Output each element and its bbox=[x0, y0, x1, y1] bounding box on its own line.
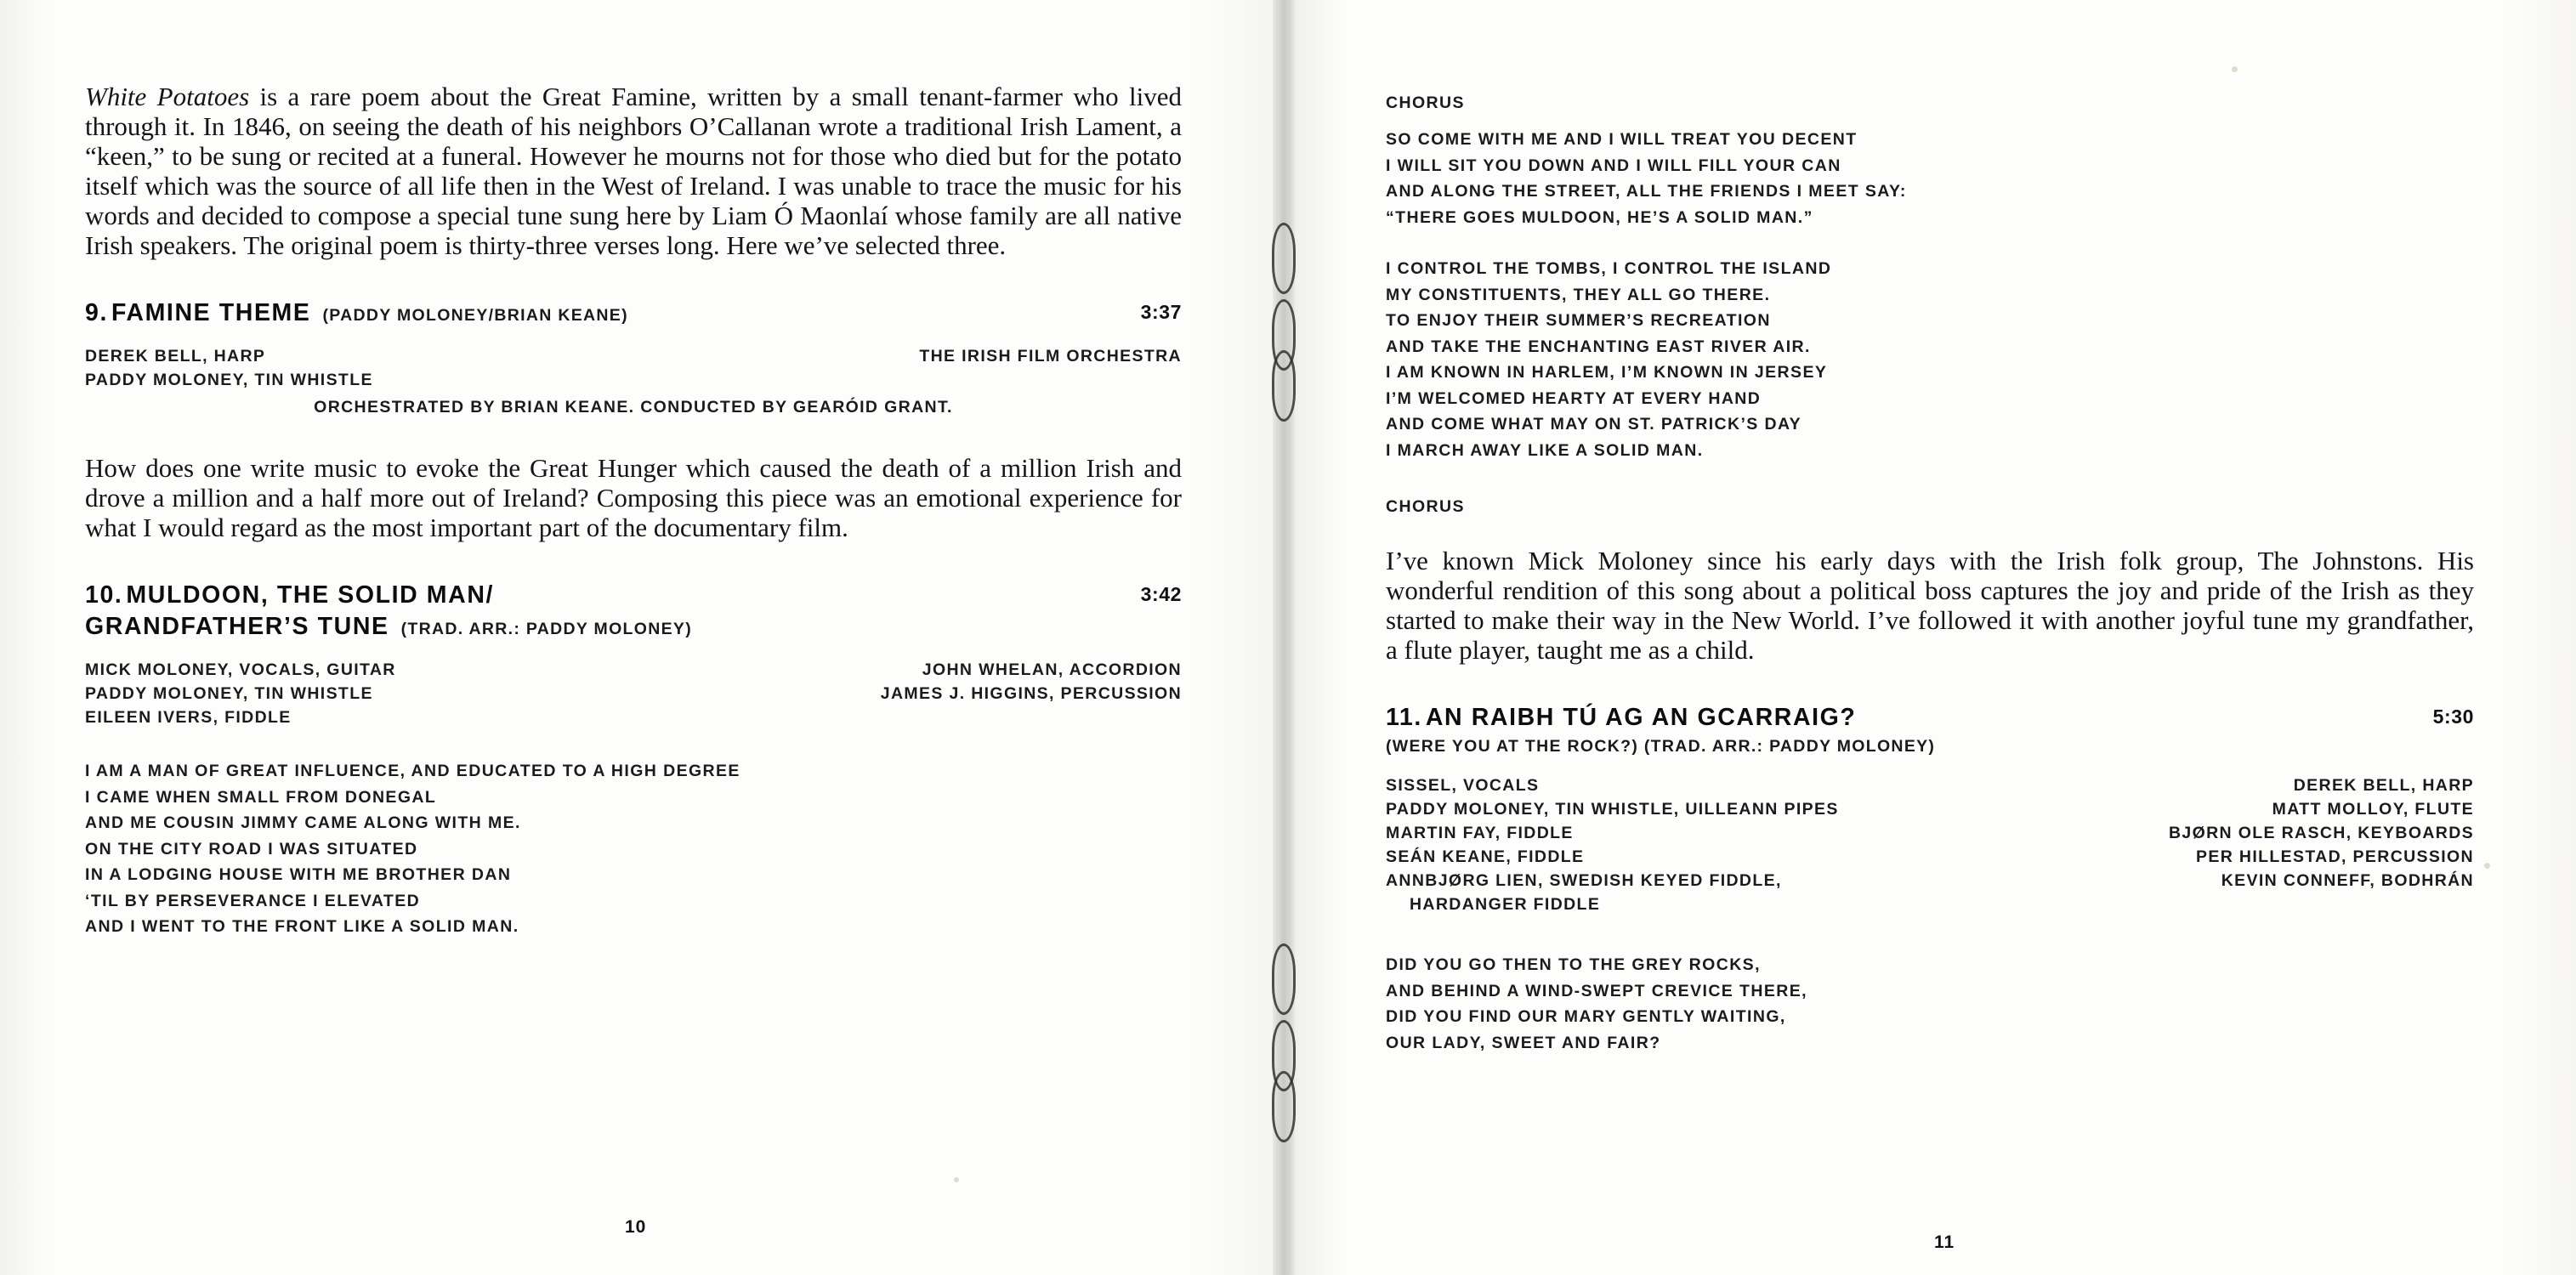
chorus-label-2: CHORUS bbox=[1386, 497, 1465, 516]
track-10-duration: 3:42 bbox=[1140, 583, 1182, 605]
lyric-line: “THERE GOES MULDOON, HE’S A SOLID MAN.” bbox=[1386, 207, 1813, 227]
lyric-line: AND I WENT TO THE FRONT LIKE A SOLID MAN. bbox=[85, 917, 519, 936]
lyric-line: ON THE CITY ROAD I WAS SITUATED bbox=[85, 839, 418, 858]
lyric-line: DID YOU GO THEN TO THE GREY ROCKS, bbox=[1386, 955, 1761, 974]
personnel-right: THE IRISH FILM ORCHESTRA bbox=[919, 347, 1182, 366]
paper-speck bbox=[2484, 863, 2490, 869]
track-9-orchestration: ORCHESTRATED BY BRIAN KEANE. CONDUCTED BY GEARÓID GRANT. bbox=[314, 398, 953, 416]
lyric-line: ‘TIL BY PERSEVERANCE I ELEVATED bbox=[85, 891, 421, 910]
lyric-line: MY CONSTITUENTS, THEY ALL GO THERE. bbox=[1386, 285, 1771, 304]
binding-ring-icon bbox=[1272, 1071, 1296, 1142]
lyric-line: I’M WELCOMED HEARTY AT EVERY HAND bbox=[1386, 388, 1762, 408]
personnel-left: SISSEL, VOCALS bbox=[1386, 776, 1540, 795]
personnel-left: EILEEN IVERS, FIDDLE bbox=[85, 708, 292, 727]
lyric-line: I MARCH AWAY LIKE A SOLID MAN. bbox=[1386, 440, 1704, 460]
personnel-left: ANNBJØRG LIEN, SWEDISH KEYED FIDDLE, bbox=[1386, 871, 1782, 890]
personnel-right: JOHN WHELAN, ACCORDION bbox=[922, 660, 1182, 679]
personnel-left: DEREK BELL, HARP bbox=[85, 347, 266, 366]
personnel-row bbox=[85, 682, 1182, 706]
track-10-title-line1: MULDOON, THE SOLID MAN/ bbox=[126, 581, 495, 609]
personnel-row bbox=[1386, 845, 2474, 869]
personnel-right: BJØRN OLE RASCH, KEYBOARDS bbox=[2168, 824, 2474, 842]
lyric-line: I CONTROL THE TOMBS, I CONTROL THE ISLAND bbox=[1386, 259, 1832, 278]
lyric-line: TO ENJOY THEIR SUMMER’S RECREATION bbox=[1386, 311, 1771, 330]
personnel-right: DEREK BELL, HARP bbox=[2293, 776, 2474, 795]
personnel-row bbox=[1386, 774, 2474, 797]
mick-moloney-note-paragraph: I’ve known Mick Moloney since his early days with the Irish folk group, The Johnstons. His wonderful rendition of this song about a political boss captures the joy and pride of the Irish as they started to make their way in the New World. I’ve followed it with another joyful tune my grandfather, a flute player, taught me as a child. bbox=[1386, 546, 2474, 665]
personnel-left: SEÁN KEANE, FIDDLE bbox=[1386, 847, 1585, 866]
intro-paragraph bbox=[85, 82, 1182, 260]
intro-italic-lead: White Potatoes bbox=[85, 82, 250, 111]
personnel-row bbox=[85, 706, 1182, 729]
chorus-lyrics bbox=[1386, 127, 2474, 463]
track-9-duration: 3:37 bbox=[1140, 301, 1182, 323]
lyric-line: I AM KNOWN IN HARLEM, I’M KNOWN IN JERSEY bbox=[1386, 363, 1828, 382]
lyric-line: IN A LODGING HOUSE WITH ME BROTHER DAN bbox=[85, 865, 512, 884]
personnel-left: PADDY MOLONEY, TIN WHISTLE bbox=[85, 371, 373, 389]
lyric-line: I CAME WHEN SMALL FROM DONEGAL bbox=[85, 787, 437, 807]
personnel-right: PER HILLESTAD, PERCUSSION bbox=[2195, 847, 2474, 866]
track-10-credit: (TRAD. ARR.: PADDY MOLONEY) bbox=[400, 620, 693, 638]
track-11-duration: 5:30 bbox=[2432, 706, 2474, 728]
lyric-line: I AM A MAN OF GREAT INFLUENCE, AND EDUCATED TO A HIGH DEGREE bbox=[85, 762, 740, 780]
track-10-number: 10. bbox=[85, 581, 123, 609]
left-page-content bbox=[85, 0, 1182, 940]
personnel-row bbox=[85, 368, 1182, 392]
personnel-row bbox=[85, 658, 1182, 682]
track-11-lyrics bbox=[1386, 952, 2474, 1056]
lyric-line: AND TAKE THE ENCHANTING EAST RIVER AIR. bbox=[1386, 337, 1811, 356]
track-10-title-line2: GRANDFATHER’S TUNE bbox=[85, 613, 389, 640]
lyric-line: I WILL SIT YOU DOWN AND I WILL FILL YOUR CAN bbox=[1386, 156, 1841, 175]
binding-ring-icon bbox=[1272, 350, 1296, 422]
track-9-number: 9. bbox=[85, 299, 108, 326]
intro-paragraph-rest: is a rare poem about the Great Famine, written by a small tenant-farmer who lived through it. In 1846, on seeing the death of his neighbors O’Callanan wrote a traditional Irish Lament, a “keen,” to be sung or recited at a funeral. However he mourns not for those who died but for the potato itself which was the source of all life then in the West of Ireland. I was unable to trace the music for his words and decided to compose a special tune sung here by Liam Ó Maonlaí whose family are all native Irish speakers. The original poem is thirty-three verses long. Here we’ve selected three. bbox=[85, 82, 1183, 260]
lyric-line: AND ALONG THE STREET, ALL THE FRIENDS I MEET SAY: bbox=[1386, 182, 1907, 201]
page-number-right: 11 bbox=[1934, 1232, 1955, 1252]
page-number-left: 10 bbox=[625, 1217, 647, 1237]
track-11-number: 11. bbox=[1386, 704, 1422, 731]
track-9 bbox=[85, 299, 1182, 327]
lyric-spacer bbox=[1386, 230, 2474, 256]
binding-ring-icon bbox=[1272, 944, 1296, 1015]
binding-ring-icon bbox=[1272, 223, 1296, 294]
track-10-personnel bbox=[85, 658, 1182, 729]
paper-speck bbox=[954, 1177, 959, 1182]
personnel-left: MARTIN FAY, FIDDLE bbox=[1386, 824, 1574, 842]
personnel-left: MICK MOLONEY, VOCALS, GUITAR bbox=[85, 660, 396, 679]
personnel-right: KEVIN CONNEFF, BODHRÁN bbox=[2221, 871, 2474, 890]
track-11-personnel bbox=[1386, 774, 2474, 916]
chorus-label-1: CHORUS bbox=[1386, 94, 1465, 112]
track-11-subtitle: (WERE YOU AT THE ROCK?) (TRAD. ARR.: PADDY MOLONEY) bbox=[1386, 737, 1936, 756]
lyric-line: DID YOU FIND OUR MARY GENTLY WAITING, bbox=[1386, 1007, 1786, 1026]
lyric-line: AND BEHIND A WIND-SWEPT CREVICE THERE, bbox=[1386, 981, 1807, 1000]
personnel-continuation: HARDANGER FIDDLE bbox=[1410, 895, 1601, 914]
track-9-credit: (PADDY MOLONEY/BRIAN KEANE) bbox=[322, 306, 628, 325]
track-10 bbox=[85, 581, 1182, 641]
lyric-line: AND COME WHAT MAY ON ST. PATRICK’S DAY bbox=[1386, 415, 1802, 434]
lyric-line: SO COME WITH ME AND I WILL TREAT YOU DECENT bbox=[1386, 130, 1858, 149]
personnel-row bbox=[85, 344, 1182, 368]
right-page-content bbox=[1386, 0, 2474, 1056]
personnel-left: PADDY MOLONEY, TIN WHISTLE bbox=[85, 684, 373, 703]
personnel-row bbox=[1386, 869, 2474, 892]
personnel-right: MATT MOLLOY, FLUTE bbox=[2272, 800, 2474, 819]
famine-note-paragraph: How does one write music to evoke the Great Hunger which caused the death of a million Irish and drove a million and a half more out of Ireland? Composing this piece was an emotional experience for what I would regard as the most important part of the documentary film. bbox=[85, 453, 1182, 542]
personnel-right: JAMES J. HIGGINS, PERCUSSION bbox=[880, 684, 1182, 703]
lyric-line: OUR LADY, SWEET AND FAIR? bbox=[1386, 1033, 1661, 1052]
personnel-row bbox=[1386, 821, 2474, 845]
track-9-personnel bbox=[85, 344, 1182, 419]
track-11-title: AN RAIBH TÚ AG AN GCARRAIG? bbox=[1425, 704, 1857, 731]
personnel-left: PADDY MOLONEY, TIN WHISTLE, UILLEANN PIPES bbox=[1386, 800, 1839, 819]
track-9-title: FAMINE THEME bbox=[111, 299, 311, 326]
lyric-line: AND ME COUSIN JIMMY CAME ALONG WITH ME. bbox=[85, 813, 521, 832]
track-11 bbox=[1386, 704, 2474, 756]
personnel-row bbox=[1386, 797, 2474, 821]
track-10-lyrics bbox=[85, 758, 1182, 940]
